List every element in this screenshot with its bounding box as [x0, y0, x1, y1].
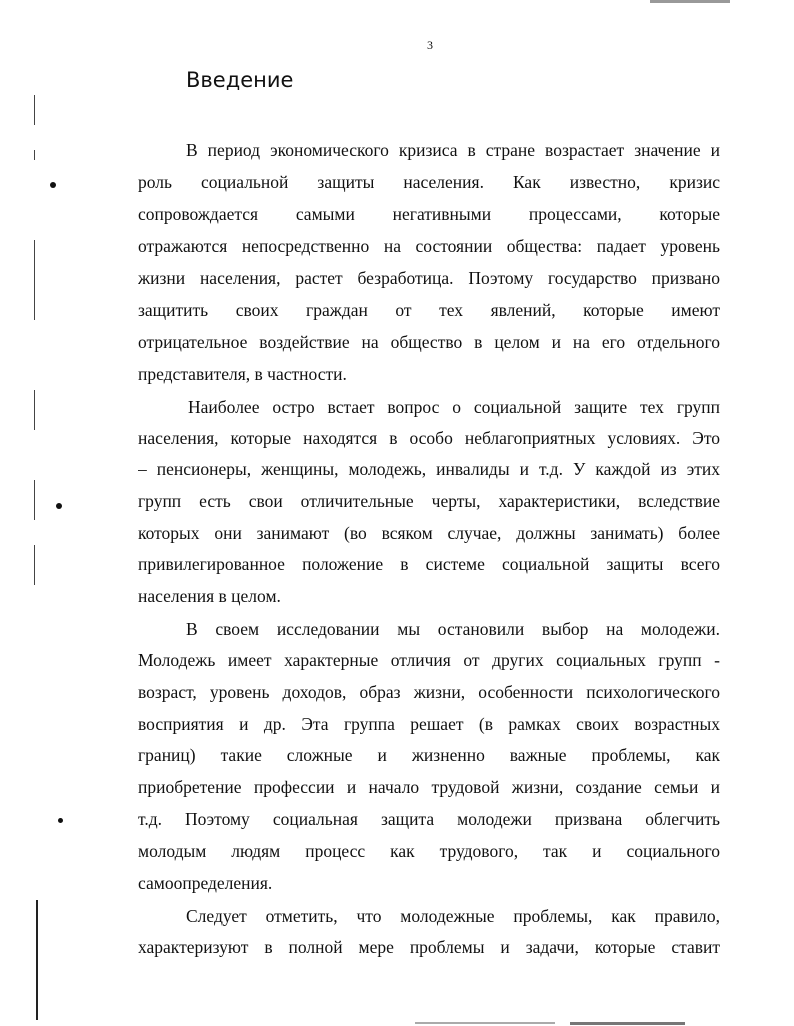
text-line: отражаются непосредственно на состоянии общества: падает уровень	[138, 236, 720, 256]
text-line: возраст, уровень доходов, образ жизни, особенности психологического	[138, 682, 720, 702]
scan-artifact-bottom	[415, 1022, 555, 1024]
text-line: самоопределения.	[138, 873, 273, 893]
text-line: т.д. Поэтому социальная защита молодежи призвана облегчить	[138, 809, 720, 829]
text-line: населения в целом.	[138, 586, 281, 606]
margin-tick	[34, 545, 35, 585]
text-line: восприятия и др. Эта группа решает (в рамках своих возрастных	[138, 714, 720, 734]
scan-artifact-top	[650, 0, 730, 3]
text-line: границ) такие сложные и жизненно важные проблемы, как	[138, 745, 720, 765]
text-line: приобретение профессии и начало трудовой жизни, создание семьи и	[138, 777, 720, 797]
text-line: привилегированное положение в системе социальной защиты всего	[138, 554, 720, 574]
margin-tick	[34, 390, 35, 430]
text-line: которых они занимают (во всяком случае, должны занимать) более	[138, 523, 720, 543]
text-line: Молодежь имеет характерные отличия от других социальных групп -	[138, 650, 720, 670]
text-line: отрицательное воздействие на общество в целом и на его отдельного	[138, 332, 720, 352]
text-line: населения, которые находятся в особо неблагоприятных условиях. Это	[138, 428, 720, 448]
text-line: роль социальной защиты населения. Как известно, кризис	[138, 172, 720, 192]
margin-tick	[34, 480, 35, 520]
text-line: молодым людям процесс как трудового, так и социального	[138, 841, 720, 861]
page-title: Введение	[186, 68, 294, 92]
scan-artifact-bottom	[570, 1022, 685, 1025]
text-line: жизни населения, растет безработица. Поэтому государство призвано	[138, 268, 720, 288]
margin-tick	[34, 240, 35, 320]
margin-dot	[50, 182, 56, 188]
text-line: В период экономического кризиса в стране возрастает значение и	[186, 140, 720, 160]
text-line: защитить своих граждан от тех явлений, которые имеют	[138, 300, 720, 320]
text-line: В своем исследовании мы остановили выбор на молодежи.	[186, 619, 720, 639]
margin-tick	[36, 900, 38, 1020]
margin-dot	[58, 818, 63, 823]
text-line: – пенсионеры, женщины, молодежь, инвалиды и т.д. У каждой из этих	[138, 459, 720, 479]
page-number: 3	[427, 38, 433, 52]
text-line: Следует отметить, что молодежные проблемы, как правило,	[186, 906, 720, 926]
text-line: групп есть свои отличительные черты, характеристики, вследствие	[138, 491, 720, 511]
margin-tick	[34, 150, 35, 160]
text-line: сопровождается самыми негативными процессами, которые	[138, 204, 720, 224]
text-line: характеризуют в полной мере проблемы и задачи, которые ставит	[138, 937, 720, 957]
text-line: Наиболее остро встает вопрос о социальной защите тех групп	[188, 397, 720, 417]
margin-tick	[34, 95, 35, 125]
text-line: представителя, в частности.	[138, 364, 347, 384]
margin-dot	[56, 503, 62, 509]
